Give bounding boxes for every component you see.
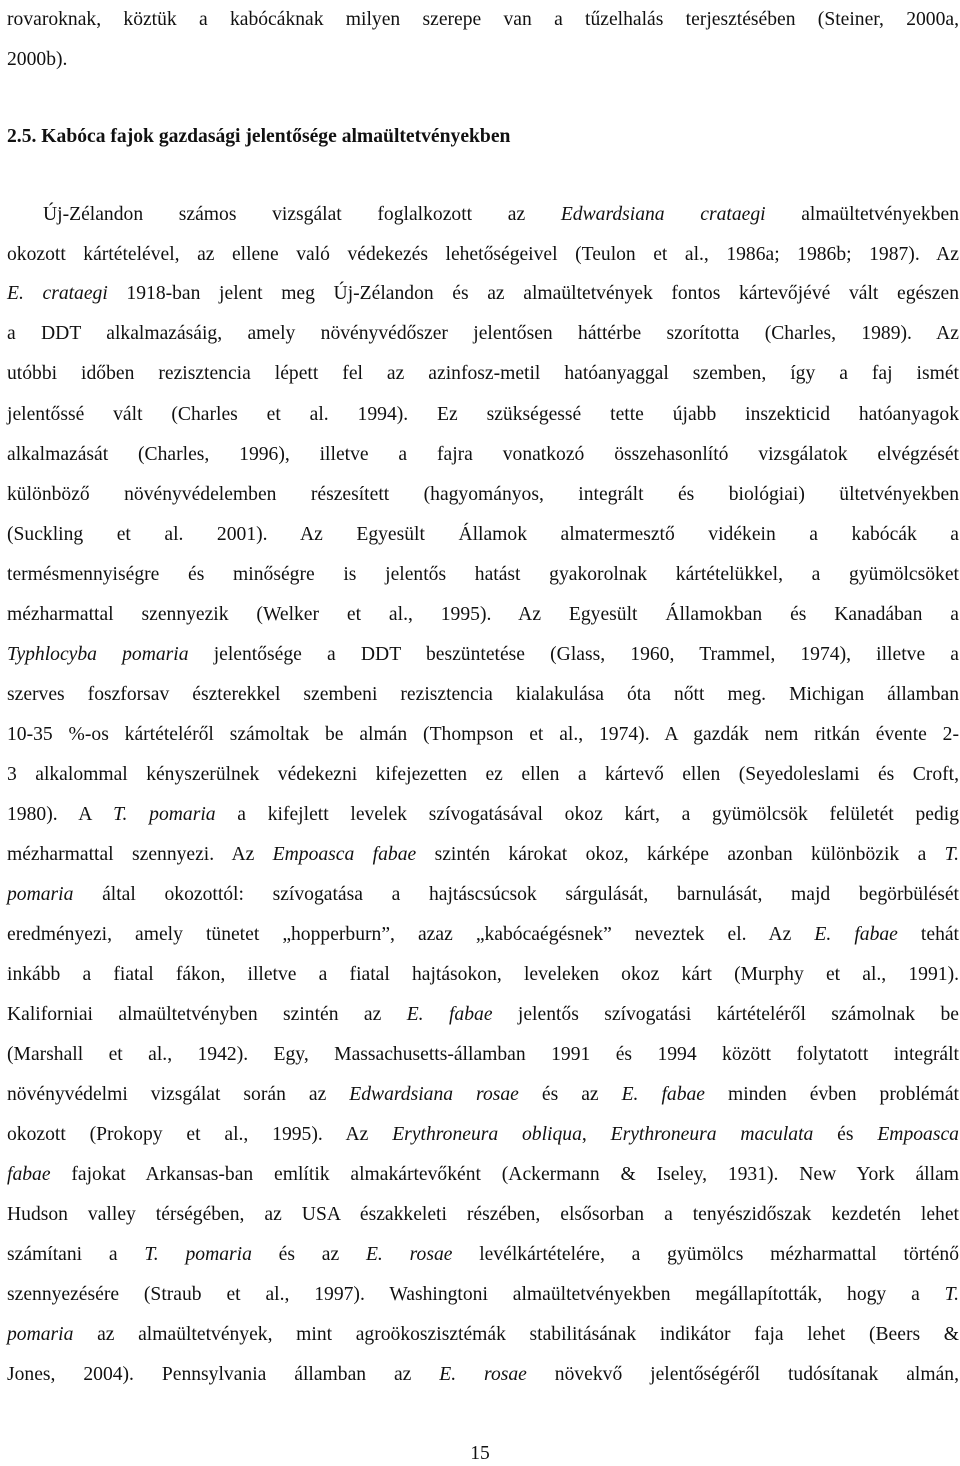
text-segment: 2000b). xyxy=(7,49,68,70)
text-segment: levélkártételére, a gyümölcs mézharmattal történő xyxy=(452,1244,959,1265)
text-line xyxy=(7,843,959,867)
text-segment: a DDT alkalmazásáig, amely növényvédőszer jelentősen háttérbe szorította (Charles, 1989). Az xyxy=(7,323,959,344)
text-line xyxy=(7,1323,959,1347)
text-segment: és az xyxy=(251,1244,366,1265)
italic-text: Edwardsiana rosae xyxy=(349,1084,519,1105)
text-segment: okozott kártételével, az ellene való védekezés lehetőségeivel (Teulon et al., 1986a; 1986b; 1987). Az xyxy=(7,244,959,265)
text-segment: minden évben problémát xyxy=(705,1084,959,1105)
text-segment: 1980). A xyxy=(7,804,114,825)
text-segment: jelentősége a DDT beszüntetése (Glass, 1960, Trammel, 1974), illetve a xyxy=(188,644,960,665)
text-line xyxy=(7,923,959,947)
text-line xyxy=(7,443,959,467)
text-segment: utóbbi időben rezisztencia lépett fel az azinfosz-metil hatóanyaggal szemben, így a faj ismét xyxy=(7,363,959,384)
text-segment: 3 alkalommal kényszerülnek védekezni kifejezetten ez ellen a kártevő ellen (Seyedoleslami és Croft, xyxy=(7,764,959,785)
text-segment: által okozottól: szívogatása a hajtáscsúcsok sárgulását, barnulását, majd begörbülését xyxy=(73,884,959,905)
text-segment: mézharmattal szennyezi. Az xyxy=(7,844,273,865)
text-line xyxy=(7,483,959,507)
italic-text: Empoasca xyxy=(877,1124,959,1145)
text-segment: szennyezésére (Straub et al., 1997). Washingtoni almaültetvényekben megállapították, hogy a xyxy=(7,1284,945,1305)
italic-text: E. fabae xyxy=(621,1084,705,1105)
text-segment: Hudson valley térségében, az USA északkeleti részében, elsősorban a tenyészidőszak kezdetén lehet xyxy=(7,1204,959,1225)
italic-text: fabae xyxy=(7,1164,51,1185)
text-line xyxy=(7,563,959,587)
text-segment: eredményezi, amely tünetet „hopperburn”, azaz „kabócaégésnek” neveztek el. Az xyxy=(7,924,815,945)
text-segment: Kaliforniai almaültetvényben szintén az xyxy=(7,1004,407,1025)
text-line xyxy=(7,603,959,627)
text-segment: fajokat Arkansas-ban említik almakártevőként (Ackermann & Iseley, 1931). New York állam xyxy=(50,1164,959,1185)
text-line xyxy=(7,963,959,987)
text-segment: szintén károkat okoz, kárképe azonban különbözik a xyxy=(416,844,945,865)
text-segment: (Suckling et al. 2001). Az Egyesült Államok almatermesztő vidékein a kabócák a xyxy=(7,524,959,545)
section-heading xyxy=(7,125,959,149)
text-segment: számítani a xyxy=(7,1244,145,1265)
italic-text: Typhlocyba pomaria xyxy=(7,644,189,665)
text-segment: , xyxy=(581,1124,611,1145)
text-segment: az almaültetvények, mint agroökoszisztémák stabilitásának indikátor faja lehet (Beers & xyxy=(73,1324,959,1345)
text-segment: 2.5. Kabóca fajok gazdasági jelentősége almaültetvényekben xyxy=(7,126,511,147)
text-line xyxy=(7,403,959,427)
text-line xyxy=(7,1083,959,1107)
italic-text: Erythroneura maculata xyxy=(610,1124,814,1145)
text-segment: különböző növényvédelemben részesített (hagyományos, integrált és biológiai) ültetvényekben xyxy=(7,484,959,505)
italic-text: T. xyxy=(944,844,959,865)
text-segment: almaültetvényekben xyxy=(765,204,959,225)
text-line xyxy=(7,723,959,747)
text-line xyxy=(7,48,959,72)
italic-text: E. crataegi xyxy=(7,283,108,304)
text-line xyxy=(7,322,959,346)
text-line xyxy=(7,683,959,707)
text-line xyxy=(7,803,959,827)
text-line xyxy=(7,1123,959,1147)
text-line xyxy=(7,523,959,547)
italic-text: T. xyxy=(944,1284,959,1305)
page-number: 15 xyxy=(470,1443,490,1464)
text-line xyxy=(7,1243,959,1267)
text-segment: Jones, 2004). Pennsylvania államban az xyxy=(7,1364,440,1385)
italic-text: E. rosae xyxy=(439,1364,527,1385)
italic-text: E. fabae xyxy=(406,1004,493,1025)
text-segment: jelentőssé vált (Charles et al. 1994). Ez szükségessé tette újabb inszekticid hatóanyagok xyxy=(7,404,959,425)
text-line xyxy=(7,1043,959,1067)
italic-text: E. fabae xyxy=(814,924,898,945)
text-line xyxy=(7,362,959,386)
text-segment: termésmennyiségre és minőségre is jelentős hatást gyakorolnak kártételükkel, a gyümölcsöket xyxy=(7,564,959,585)
italic-text: pomaria xyxy=(7,1324,74,1345)
text-segment: és az xyxy=(518,1084,622,1105)
italic-text: Erythroneura obliqua xyxy=(392,1124,582,1145)
text-segment: a kifejlett levelek szívogatásával okoz kárt, a gyümölcsök felületét pedig xyxy=(215,804,959,825)
italic-text: Empoasca fabae xyxy=(272,844,417,865)
text-segment: szerves foszforsav észterekkel szembeni rezisztencia kialakulása óta nőtt meg. Michigan államban xyxy=(7,684,959,705)
text-line xyxy=(7,1363,959,1387)
text-segment: növényvédelmi vizsgálat során az xyxy=(7,1084,350,1105)
text-segment: és xyxy=(813,1124,878,1145)
text-segment: 1918-ban jelent meg Új-Zélandon és az almaültetvények fontos kártevőjévé vált egészen xyxy=(107,283,959,304)
text-segment: mézharmattal szennyezik (Welker et al., 1995). Az Egyesült Államokban és Kanadában a xyxy=(7,604,959,625)
text-line xyxy=(7,1283,959,1307)
text-segment: 10-35 %-os kártételéről számoltak be almán (Thompson et al., 1974). A gazdák nem ritkán évente 2- xyxy=(7,724,959,745)
italic-text: T. pomaria xyxy=(113,804,216,825)
text-line xyxy=(7,282,959,306)
text-line xyxy=(7,243,959,267)
text-segment: növekvő jelentőségéről tudósítanak almán, xyxy=(526,1364,959,1385)
italic-text: E. rosae xyxy=(365,1244,453,1265)
text-line xyxy=(7,883,959,907)
italic-text: pomaria xyxy=(7,884,74,905)
text-line xyxy=(7,763,959,787)
text-segment: alkalmazását (Charles, 1996), illetve a fajra vonatkozó összehasonlító vizsgálatok elvégzését xyxy=(7,444,959,465)
text-segment: Új-Zélandon számos vizsgálat foglalkozott az xyxy=(43,204,561,225)
text-segment: jelentős szívogatási kártételéről számolnak be xyxy=(492,1004,959,1025)
italic-text: T. pomaria xyxy=(144,1244,252,1265)
text-line xyxy=(7,643,959,667)
text-segment: inkább a fiatal fákon, illetve a fiatal hajtásokon, leveleken okoz kárt (Murphy et al., 1991). xyxy=(7,964,959,985)
text-line xyxy=(7,1163,959,1187)
text-line xyxy=(43,203,959,227)
text-line xyxy=(7,8,959,32)
text-segment: (Marshall et al., 1942). Egy, Massachusetts-államban 1991 és 1994 között folytatott integrált xyxy=(7,1044,959,1065)
text-line xyxy=(7,1203,959,1227)
text-line xyxy=(7,1003,959,1027)
text-segment: tehát xyxy=(897,924,960,945)
text-segment: okozott (Prokopy et al., 1995). Az xyxy=(7,1124,393,1145)
text-segment: rovaroknak, köztük a kabócáknak milyen szerepe van a tűzelhalás terjesztésében (Steiner, 2000a, xyxy=(7,9,959,30)
italic-text: Edwardsiana crataegi xyxy=(560,204,766,225)
